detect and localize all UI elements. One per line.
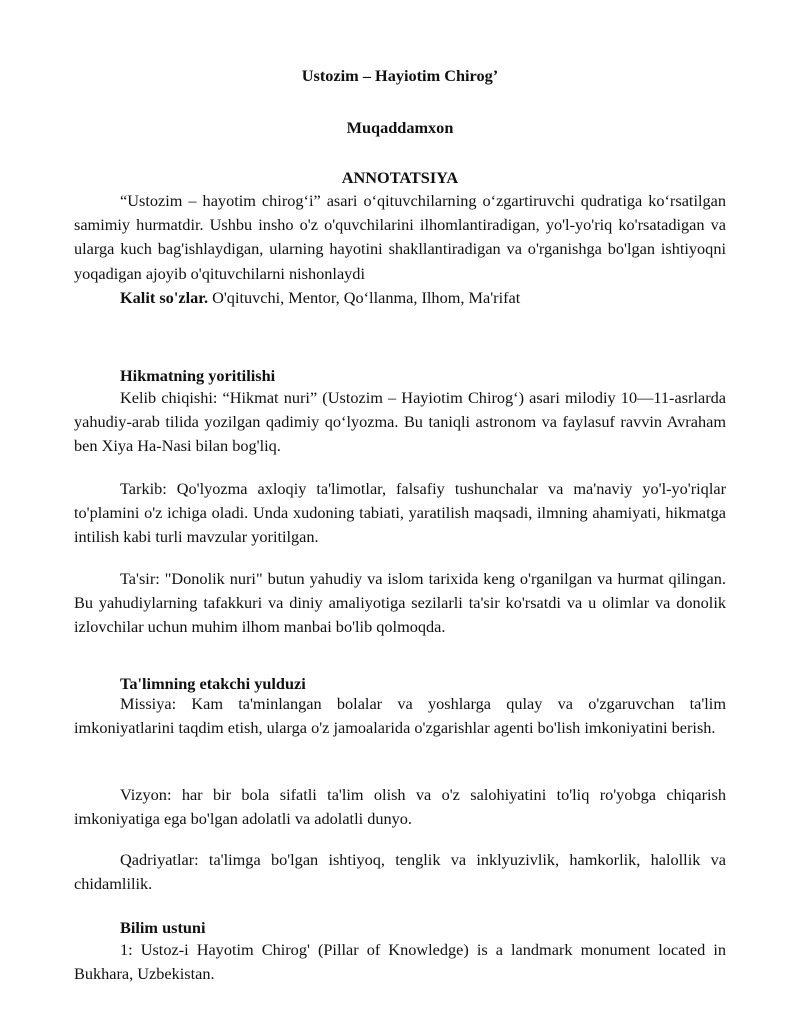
section-paragraph: Qadriyatlar: ta'limga bo'lgan ishtiyoq, tenglik va inklyuzivlik, hamkorlik, halollik va chidamlilik.: [74, 850, 726, 894]
document-title: Ustozim – Hayiotim Chirog’: [301, 66, 499, 85]
section-heading: Ta'limning etakchi yulduzi: [120, 674, 306, 693]
keywords-line: [74, 286, 726, 310]
section-paragraph: Missiya: Kam ta'minlangan bolalar va yoshlarga qulay va o'zgaruvchan ta'lim imkoniyatlarini taqdim etish, ularga o'z jamoalarida o'zgarishlar agenti bo'lish imkoniyatini berish.: [74, 694, 726, 738]
annotation-text: “Ustozim – hayotim chirog‘i” asari o‘qituvchilarning o‘zgartiruvchi qudratiga ko‘rsatilgan samimiy hurmatdir. Ushbu insho o'z o'quvchilarini ilhomlantiradigan, yo'l-yo'riq ko'rsatadigan va ularga kuch bag'ishlaydigan, ularning hayotini shakllantiradigan va o'rganishga bo'lgan ishtiyoqni yoqadigan ajoyib o'qituvchilarni nishonlaydi: [74, 191, 726, 283]
section-paragraph: Ta'sir: "Donolik nuri" butun yahudiy va islom tarixida keng o'rganilgan va hurmat qilingan. Bu yahudiylarning tafakkuri va diniy amaliyotiga sezilarli ta'sir ko'rsatdi va u olimlar va donolik izlovchilar uchun muhim ilhom manbai bo'lib qolmoqda.: [74, 569, 726, 637]
document-author: Muqaddamxon: [346, 118, 454, 137]
keywords-label: Kalit so'zlar.: [120, 288, 209, 307]
section-paragraph: Kelib chiqishi: “Hikmat nuri” (Ustozim – Hayiotim Chirog‘) asari milodiy 10—11-asrlarda yahudiy-arab tilida yozilgan qadimiy qo‘lyozma. Bu taniqli astronom va faylasuf ravvin Avraham ben Xiya Ha-Nasi bilan bog'liq.: [74, 388, 726, 456]
section-heading: Hikmatning yoritilishi: [120, 366, 276, 385]
section-heading: Bilim ustuni: [120, 918, 206, 937]
keywords-text: O'qituvchi, Mentor, Qo‘llanma, Ilhom, Ma'rifat: [208, 288, 521, 307]
section-paragraph: 1: Ustoz-i Hayotim Chirog' (Pillar of Knowledge) is a landmark monument located in Bukhara, Uzbekistan.: [74, 940, 726, 984]
section-paragraph: Vizyon: har bir bola sifatli ta'lim olish va o'z salohiyatini to'liq ro'yobga chiqarish imkoniyatiga ega bo'lgan adolatli va adolatli dunyo.: [74, 785, 726, 829]
annotation-heading: ANNOTATSIYA: [341, 168, 459, 187]
section-paragraph: Tarkib: Qo'lyozma axloqiy ta'limotlar, falsafiy tushunchalar va ma'naviy yo'l-yo'riqlar to'plamini o'z ichiga oladi. Unda xudoning tabiati, yaratilish maqsadi, ilmning ahamiyati, hikmatga intilish kabi turli mavzular yoritilgan.: [74, 479, 726, 547]
